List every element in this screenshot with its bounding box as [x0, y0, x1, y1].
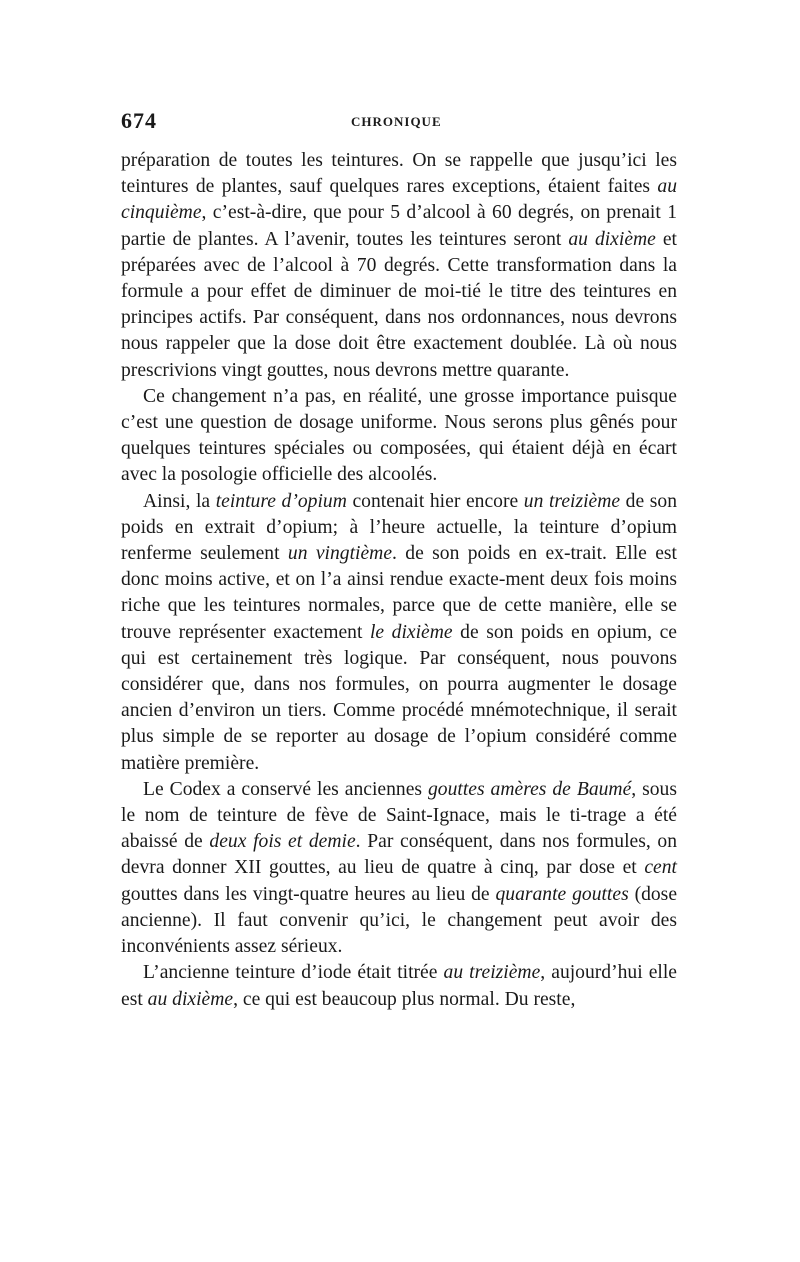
- page-number: 674: [121, 108, 157, 133]
- italic-run: quarante gouttes: [495, 883, 629, 905]
- text-run: , c’est-à-dire, que pour 5 d’alcool à 60 degrés, on prenait 1 partie de plantes. A l’avenir, toutes les teintures seront: [121, 202, 677, 250]
- text-run: Ainsi, la: [143, 490, 216, 512]
- italic-run: au dixième: [568, 228, 656, 250]
- italic-run: cent: [644, 857, 677, 879]
- paragraph: [121, 777, 677, 960]
- text-run: L’ancienne teinture d’iode était titrée: [143, 962, 444, 984]
- text-run: Le Codex a conservé les anciennes: [143, 778, 428, 800]
- italic-run: d’opium: [281, 490, 347, 512]
- paragraph: [121, 148, 677, 384]
- italic-run: le dixième: [369, 621, 453, 643]
- text-run: de son poids en opium, ce qui est certainement très logique. Par conséquent, nous pouvons considérer que, dans nos formules, on pourra augmenter le dosage ancien d’environ un tiers. Comme procédé mnémotechnique, il serait plus simple de se reporter au dosage de l’opium considéré comme matière première.: [121, 621, 677, 774]
- page-header: [121, 108, 677, 148]
- text-run: . Par conséquent, dans nos formules, on devra donner XII gouttes, au lieu de quatre à cinq, par dose et: [121, 831, 678, 879]
- text-run: , aujourd’hui elle est: [121, 962, 678, 1010]
- italic-run: au cinquième: [121, 176, 677, 224]
- italic-run: au dixième: [147, 988, 234, 1010]
- text-run: , ce qui est beaucoup plus normal. Du reste,: [233, 988, 576, 1010]
- italic-run: gouttes amères de Baumé: [427, 778, 632, 800]
- paragraph: [121, 384, 677, 489]
- text-run: . de son poids en ex-trait. Elle est donc moins active, et on l’a ainsi rendue exacte-ment deux fois moins riche que les teintures normales, parce que de cette manière, elle se trouve représenter exactement: [121, 543, 677, 643]
- text-run: et préparées avec de l’alcool à 70 degrés. Cette transformation dans la formule a pour effet de diminuer de moi-tié le titre des teintures en principes actifs. Par conséquent, dans nos ordonnances, nous devrons nous rappeler que la dose doit être exactement doublée. Là où nous prescrivions vingt gouttes, nous devrons mettre quarante.: [121, 228, 678, 381]
- italic-run: teinture: [215, 490, 276, 512]
- italic-run: un treizième: [523, 490, 621, 512]
- body-text: [121, 148, 677, 1013]
- paragraph: [121, 489, 677, 777]
- paragraph: [121, 960, 677, 1012]
- text-run: de son poids en extrait d’opium; à l’heure actuelle, la teinture d’opium renferme seulement: [121, 490, 678, 565]
- text-run: Ce changement n’a pas, en réalité, une grosse importance puisque c’est une question de dosage uniforme. Nous serons plus gênés pour quelques teintures spéciales ou composées, qui étaient déjà en écart avec la posologie officielle des alcoolés.: [121, 385, 677, 486]
- italic-run: au treizième: [443, 962, 541, 984]
- italic-run: un vingtième: [287, 543, 393, 565]
- book-page: [121, 108, 677, 1013]
- text-run: préparation de toutes les teintures. On se rappelle que jusqu’ici les teintures de plantes, sauf quelques rares exceptions, étaient faites: [121, 150, 677, 198]
- text-run: (dose ancienne). Il faut convenir qu’ici, le changement peut avoir des inconvénients assez sérieux.: [121, 883, 678, 958]
- text-run: , sous le nom de teinture de fève de Saint-Ignace, mais le ti-trage a été abaissé de: [121, 778, 677, 853]
- italic-run: deux fois et demie: [209, 831, 356, 853]
- text-run: contenait hier encore: [346, 490, 524, 512]
- running-title: CHRONIQUE: [351, 114, 442, 129]
- text-run: gouttes dans les vingt-quatre heures au lieu de: [121, 883, 496, 905]
